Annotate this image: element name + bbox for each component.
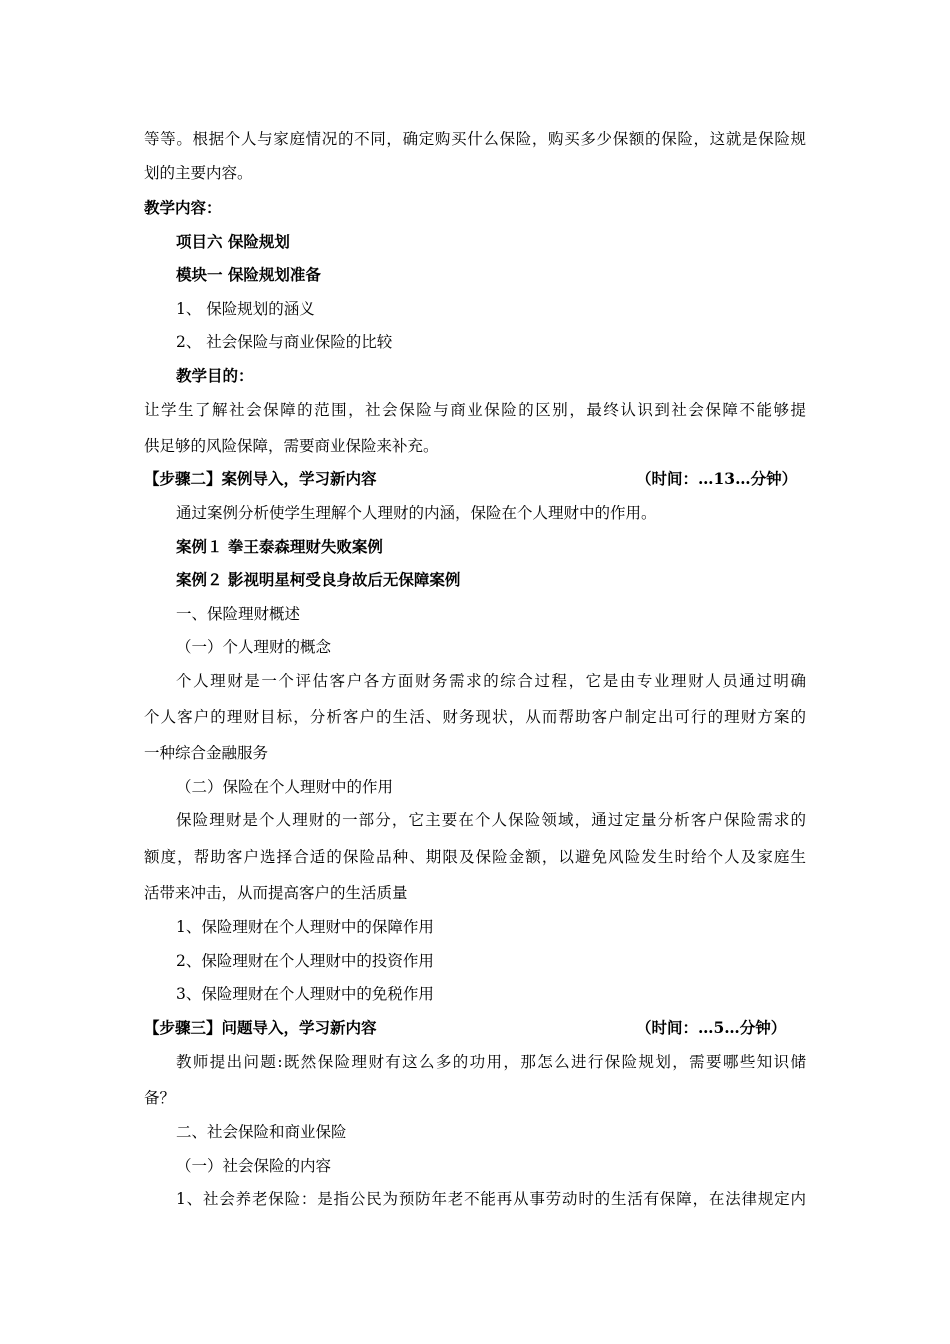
paragraph-line: 一种综合金融服务 bbox=[144, 744, 269, 762]
step-three-time: （时间：…5…分钟） bbox=[636, 1018, 787, 1037]
list-item: 1、保险理财在个人理财中的保障作用 bbox=[176, 918, 434, 936]
paragraph-line: 通过案例分析使学生理解个人理财的内涵，保险在个人理财中的作用。 bbox=[176, 504, 657, 522]
paragraph-line: 活带来冲击，从而提高客户的生活质量 bbox=[144, 884, 408, 902]
case-item: 案例２ 影视明星柯受良身故后无保障案例 bbox=[176, 570, 461, 589]
step-two-time: （时间：…13…分钟） bbox=[636, 469, 798, 488]
paragraph-line: 个人客户的理财目标，分析客户的生活、财务现状，从而帮助客户制定出可行的理财方案的 bbox=[144, 708, 806, 726]
project-heading: 项目六 保险规划 bbox=[176, 232, 290, 251]
case-item: 案例１ 拳王泰森理财失败案例 bbox=[176, 537, 383, 556]
subsection-heading: （二）保险在个人理财中的作用 bbox=[176, 778, 394, 796]
step-three-heading: 【步骤三】问题导入，学习新内容 （时间：…5…分钟） bbox=[0, 1011, 950, 1045]
paragraph-line: 等等。根据个人与家庭情况的不同，确定购买什么保险，购买多少保额的保险，这就是保险规 bbox=[144, 130, 806, 148]
list-item: 2、 社会保险与商业保险的比较 bbox=[176, 333, 393, 351]
paragraph-line: 1、社会养老保险：是指公民为预防年老不能再从事劳动时的生活有保障，在法律规定内 bbox=[176, 1190, 806, 1208]
paragraph-line: 划的主要内容。 bbox=[144, 164, 253, 182]
paragraph-line: 让学生了解社会保障的范围，社会保险与商业保险的区别，最终认识到社会保障不能够提 bbox=[144, 401, 806, 419]
list-item: 2、保险理财在个人理财中的投资作用 bbox=[176, 952, 434, 970]
paragraph-line: 个人理财是一个评估客户各方面财务需求的综合过程，它是由专业理财人员通过明确 bbox=[176, 672, 806, 690]
list-item: 1、 保险规划的涵义 bbox=[176, 300, 315, 318]
subsection-heading: （一）社会保险的内容 bbox=[176, 1157, 332, 1175]
paragraph-line: 保险理财是个人理财的一部分，它主要在个人保险领域，通过定量分析客户保险需求的 bbox=[176, 811, 806, 829]
module-heading: 模块一 保险规划准备 bbox=[176, 265, 321, 284]
subsection-heading: （一）个人理财的概念 bbox=[176, 638, 332, 656]
paragraph-line: 额度，帮助客户选择合适的保险品种、期限及保险金额，以避免风险发生时给个人及家庭生 bbox=[144, 848, 806, 866]
step-two-heading: 【步骤二】案例导入，学习新内容 （时间：…13…分钟） bbox=[0, 462, 950, 496]
list-item: 3、保险理财在个人理财中的免税作用 bbox=[176, 985, 434, 1003]
section-heading: 二、社会保险和商业保险 bbox=[176, 1123, 347, 1141]
teaching-goal-heading: 教学目的： bbox=[176, 366, 254, 385]
section-heading: 一、保险理财概述 bbox=[176, 605, 301, 623]
teaching-content-heading: 教学内容： bbox=[144, 198, 222, 217]
paragraph-line: 教师提出问题:既然保险理财有这么多的功用，那怎么进行保险规划，需要哪些知识储 bbox=[176, 1053, 806, 1071]
paragraph-line: 备？ bbox=[144, 1089, 176, 1107]
paragraph-line: 供足够的风险保障，需要商业保险来补充。 bbox=[144, 437, 439, 455]
